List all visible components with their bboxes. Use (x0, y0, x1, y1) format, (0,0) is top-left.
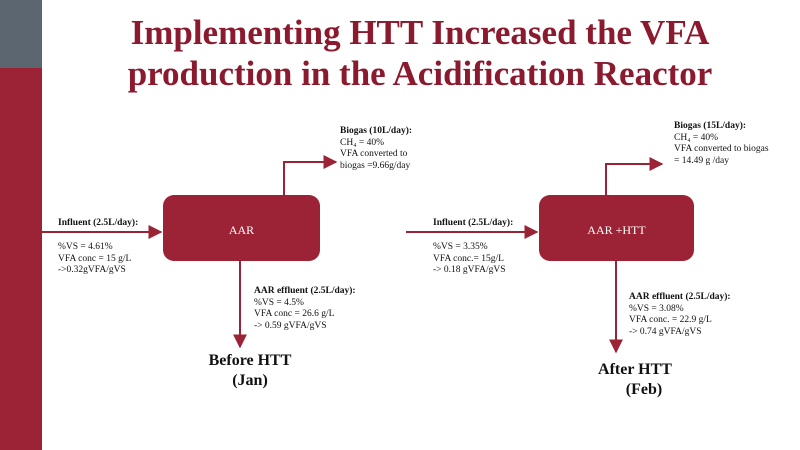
effluent-line: -> 0.74 gVFA/gVS (629, 326, 702, 337)
caption-line: Before HTT (208, 352, 292, 369)
biogas-line: CH₄ = 40% (674, 132, 719, 143)
influent-line: VFA conc = 15 g/L (58, 253, 132, 264)
biogas-heading: Biogas (10L/day): (340, 126, 413, 136)
influent-details-before (58, 242, 131, 277)
biogas-block-before (340, 126, 412, 172)
biogas-heading: Biogas (15L/day): (674, 121, 747, 131)
influent-heading-after: Influent (2.5L/day): (433, 218, 514, 228)
caption-line: (Feb) (625, 381, 663, 398)
effluent-block-before (254, 286, 356, 332)
aar-box-label-before: AAR (228, 223, 255, 237)
title-line-1: Implementing HTT Increased the VFA (130, 13, 710, 52)
influent-details-after (433, 242, 505, 277)
influent-heading-before: Influent (2.5L/day): (58, 218, 139, 228)
influent-line: %VS = 3.35% (433, 242, 488, 252)
effluent-line: %VS = 3.08% (629, 303, 684, 314)
influent-line: %VS = 4.61% (58, 242, 113, 252)
influent-line: ->0.32gVFA/gVS (58, 265, 126, 275)
effluent-heading: AAR effluent (2.5L/day): (629, 292, 731, 302)
effluent-heading: AAR effluent (2.5L/day): (254, 286, 356, 296)
influent-line: VFA conc.= 15g/L (433, 253, 504, 264)
biogas-arrow-before (284, 162, 336, 195)
aar-box-label-after: AAR +HTT (587, 223, 646, 237)
effluent-line: -> 0.59 gVFA/gVS (254, 320, 327, 331)
biogas-line: = 14.49 g /day (674, 155, 729, 166)
effluent-block-after (629, 292, 731, 338)
biogas-arrow-after (606, 164, 662, 195)
biogas-line: VFA converted to biogas (674, 144, 769, 154)
caption-before (180, 351, 320, 391)
biogas-line: CH₄ = 40% (340, 137, 385, 148)
caption-line: After HTT (598, 361, 672, 378)
title-line-2: production in the Acidification Reactor (127, 54, 713, 93)
effluent-line: %VS = 4.5% (254, 297, 304, 308)
effluent-line: VFA conc = 26.6 g/L (254, 309, 335, 319)
influent-line: -> 0.18 gVFA/gVS (433, 265, 506, 275)
effluent-line: VFA conc. = 22.9 g/L (629, 315, 712, 325)
biogas-block-after (674, 121, 769, 167)
caption-line: (Jan) (232, 372, 268, 389)
caption-after (565, 360, 705, 400)
biogas-line: VFA converted to (340, 149, 408, 159)
biogas-line: biogas =9.66g/day (340, 160, 411, 171)
